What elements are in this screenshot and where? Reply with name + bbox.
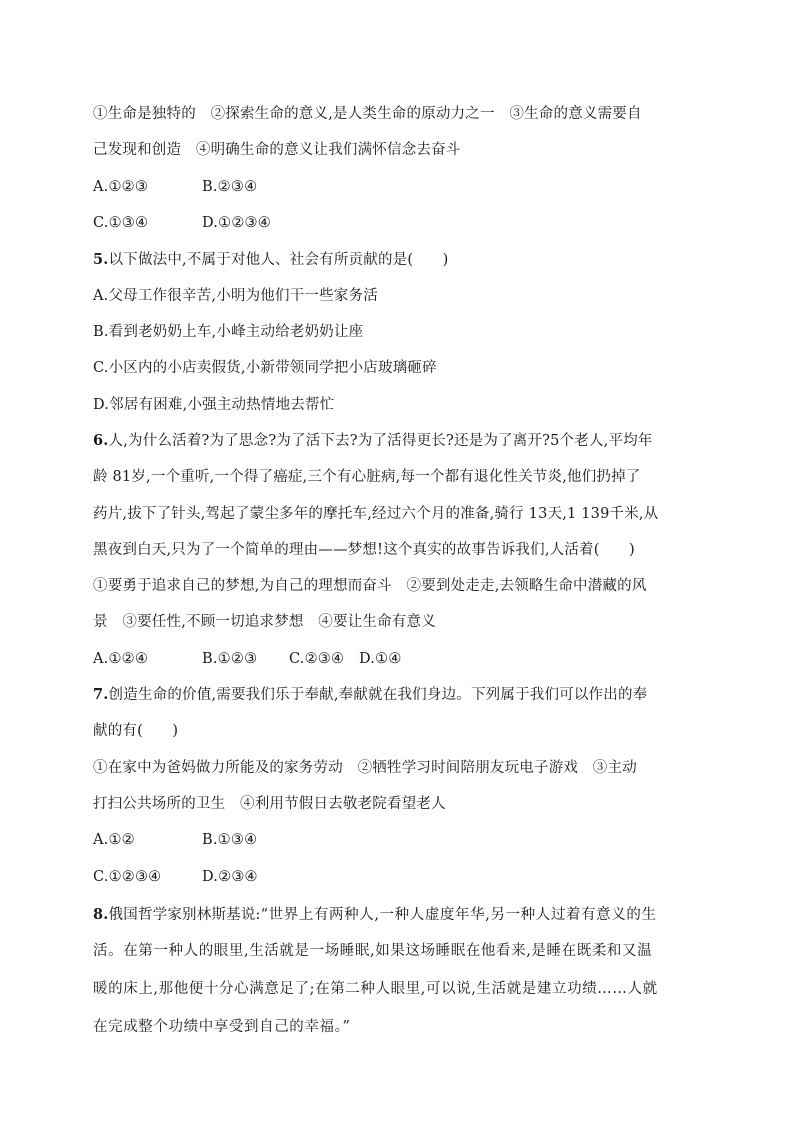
q8-quote-line3: 暖的床上,那他便十分心满意足了;在第二种人眼里,可以说,生活就是建立功绩……人就: [93, 981, 658, 997]
q8-number: 8.: [93, 906, 109, 923]
q6-stem-line1: [93, 431, 653, 451]
q5-option-d[interactable]: D.邻居有困难,小强主动热情地去帮忙: [93, 397, 335, 413]
q7-option-a[interactable]: A.①②: [93, 832, 135, 848]
q4-option-d[interactable]: D.①②③④: [202, 215, 271, 231]
q8-stem-line1: [93, 905, 657, 925]
q4-option-c[interactable]: C.①③④: [93, 215, 149, 231]
q6-statements-line2: 景 ③要任性,不顾一切追求梦想 ④要让生命有意义: [93, 614, 436, 630]
q6-stem-line4: 黑夜到白天,只为了一个简单的理由——梦想!这个真实的故事告诉我们,人活着( ): [93, 542, 635, 558]
q6-option-a[interactable]: A.①②④: [93, 651, 149, 667]
q5-option-c[interactable]: C.小区内的小店卖假货,小新带领同学把小店玻璃砸碎: [93, 360, 437, 376]
q7-stem-text-1: 创造生命的价值,需要我们乐于奉献,奉献就在我们身边。下列属于我们可以作出的奉: [108, 687, 648, 703]
q4-option-a[interactable]: A.①②③: [93, 179, 149, 195]
q8-intro: 俄国哲学家别林斯基说:: [108, 907, 261, 923]
q5-stem-text: 以下做法中,不属于对他人、社会有所贡献的是( ): [108, 252, 449, 268]
q7-option-c[interactable]: C.①②③④: [93, 869, 162, 885]
q6-option-c[interactable]: C.②③④: [289, 651, 345, 667]
q7-option-d[interactable]: D.②③④: [202, 869, 258, 885]
q7-number: 7.: [93, 686, 109, 703]
q6-stem-text-1: 人,为什么活着?为了思念?为了活下去?为了活得更长?还是为了离开?5个老人,平均年: [108, 433, 653, 449]
q8-quote-line4: 在完成整个功绩中享受到自己的幸福。”: [93, 1019, 351, 1035]
q5-stem: [93, 250, 448, 270]
q4-statements-line1: ①生命是独特的 ②探索生命的意义,是人类生命的原动力之一 ③生命的意义需要自: [93, 106, 642, 122]
q5-number: 5.: [93, 251, 109, 268]
q7-stem-line2: 献的有( ): [93, 723, 179, 739]
q6-number: 6.: [93, 432, 109, 449]
q5-option-b[interactable]: B.看到老奶奶上车,小峰主动给老奶奶让座: [93, 324, 364, 340]
q6-stem-line2: 龄 81岁,一个重听,一个得了癌症,三个有心脏病,每一个都有退化性关节炎,他们扔掉了: [93, 469, 641, 485]
q5-option-a[interactable]: A.父母工作很辛苦,小明为他们干一些家务活: [93, 288, 378, 304]
q8-quote-line2: 活。在第一种人的眼里,生活就是一场睡眠,如果这场睡眠在他看来,是睡在既柔和又温: [93, 943, 653, 959]
q7-option-b[interactable]: B.①③④: [202, 832, 258, 848]
q6-stem-line3: 药片,拔下了针头,驾起了蒙尘多年的摩托车,经过六个月的准备,骑行 13天,1 139千米,从: [93, 506, 659, 522]
q7-statements-line2: 打扫公共场所的卫生 ④利用节假日去敬老院看望老人: [93, 796, 446, 812]
q6-statements-line1: ①要勇于追求自己的梦想,为自己的理想而奋斗 ②要到处走走,去领略生命中潜藏的风: [93, 578, 647, 594]
q4-option-b[interactable]: B.②③④: [202, 179, 258, 195]
q7-statements-line1: ①在家中为爸妈做力所能及的家务劳动 ②牺牲学习时间陪朋友玩电子游戏 ③主动: [93, 760, 637, 776]
q4-statements-line2: 己发现和创造 ④明确生命的意义让我们满怀信念去奋斗: [93, 142, 461, 158]
q7-stem-line1: [93, 685, 647, 705]
q6-option-b[interactable]: B.①②③: [202, 651, 258, 667]
q6-option-d[interactable]: D.①④: [359, 651, 402, 667]
q8-quote-start: “世界上有两种人,一种人虚度年华,另一种人过着有意义的生: [260, 907, 657, 923]
